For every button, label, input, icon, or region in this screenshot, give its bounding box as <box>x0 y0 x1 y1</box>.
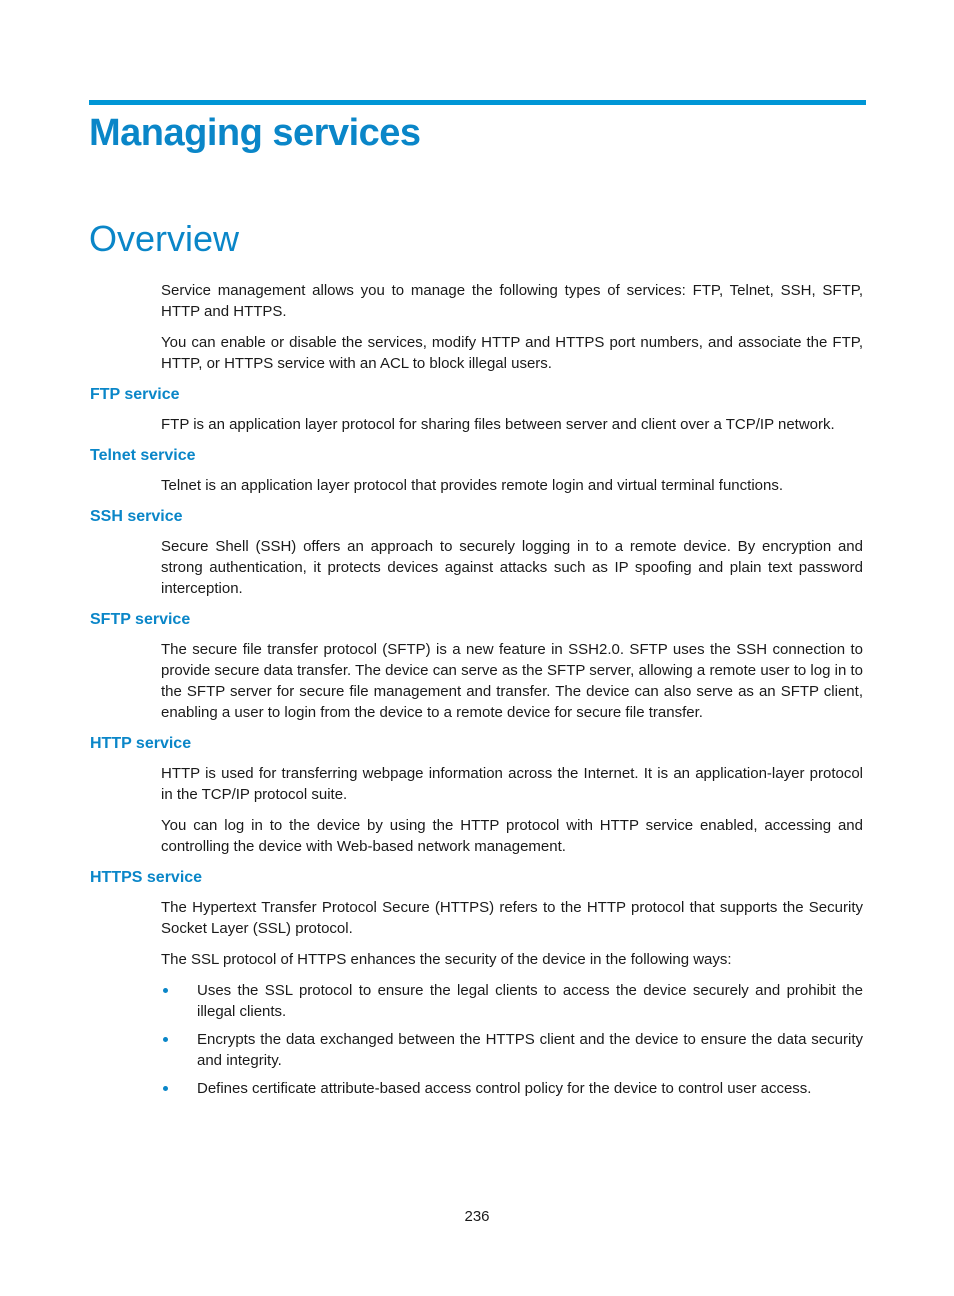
heading-http-service: HTTP service <box>90 735 192 752</box>
list-item <box>161 1029 863 1071</box>
https-bullet-list <box>161 980 863 1099</box>
heading-ssh-service: SSH service <box>90 508 183 525</box>
https-paragraph: The Hypertext Transfer Protocol Secure (HTTPS) refers to the HTTP protocol that supports the Security Socket Layer (SSL) protocol. <box>161 899 863 937</box>
sftp-paragraph: The secure file transfer protocol (SFTP) is a new feature in SSH2.0. SFTP uses the SSH connection to provide secure data transfer. The device can serve as the SFTP server, allowing a remote user to log in to the SFTP server for secure file management and transfer. The device can also serve as an SFTP client, enabling a user to login from the device to a remote device for secure file transfer. <box>161 641 863 721</box>
bullet-dot-icon <box>163 1037 168 1042</box>
ssh-paragraph: Secure Shell (SSH) offers an approach to securely logging in to a remote device. By encryption and strong authentication, it protects devices against attacks such as IP spoofing and plain text password interception. <box>161 538 863 597</box>
heading-telnet-service: Telnet service <box>90 447 196 464</box>
https-paragraph: The SSL protocol of HTTPS enhances the security of the device in the following ways: <box>161 951 732 968</box>
heading-https-service: HTTPS service <box>90 869 203 886</box>
list-item-text: Uses the SSL protocol to ensure the legal clients to access the device securely and prohibit the illegal clients. <box>197 982 863 1020</box>
overview-paragraph: You can enable or disable the services, modify HTTP and HTTPS port numbers, and associate the FTP, HTTP, or HTTPS service with an ACL to block illegal users. <box>161 334 863 372</box>
chapter-top-rule <box>89 100 866 105</box>
chapter-title: Managing services <box>89 112 421 154</box>
list-item-text: Encrypts the data exchanged between the HTTPS client and the device to ensure the data security and integrity. <box>197 1031 863 1069</box>
http-paragraph: You can log in to the device by using the HTTP protocol with HTTP service enabled, accessing and controlling the device with Web-based network management. <box>161 817 863 855</box>
heading-ftp-service: FTP service <box>90 386 180 403</box>
overview-paragraph: Service management allows you to manage the following types of services: FTP, Telnet, SSH, SFTP, HTTP and HTTPS. <box>161 282 863 320</box>
list-item <box>161 980 863 1022</box>
telnet-paragraph: Telnet is an application layer protocol that provides remote login and virtual terminal functions. <box>161 477 784 494</box>
section-title-overview: Overview <box>89 218 240 259</box>
bullet-dot-icon <box>163 988 168 993</box>
main-content <box>89 280 863 1106</box>
page-number: 236 <box>464 1208 490 1225</box>
list-item <box>161 1078 863 1099</box>
ftp-paragraph: FTP is an application layer protocol for sharing files between server and client over a TCP/IP network. <box>161 416 835 433</box>
list-item-text: Defines certificate attribute-based access control policy for the device to control user access. <box>197 1080 812 1097</box>
bullet-dot-icon <box>163 1086 168 1091</box>
http-paragraph: HTTP is used for transferring webpage information across the Internet. It is an application-layer protocol in the TCP/IP protocol suite. <box>161 765 863 803</box>
heading-sftp-service: SFTP service <box>90 611 191 628</box>
